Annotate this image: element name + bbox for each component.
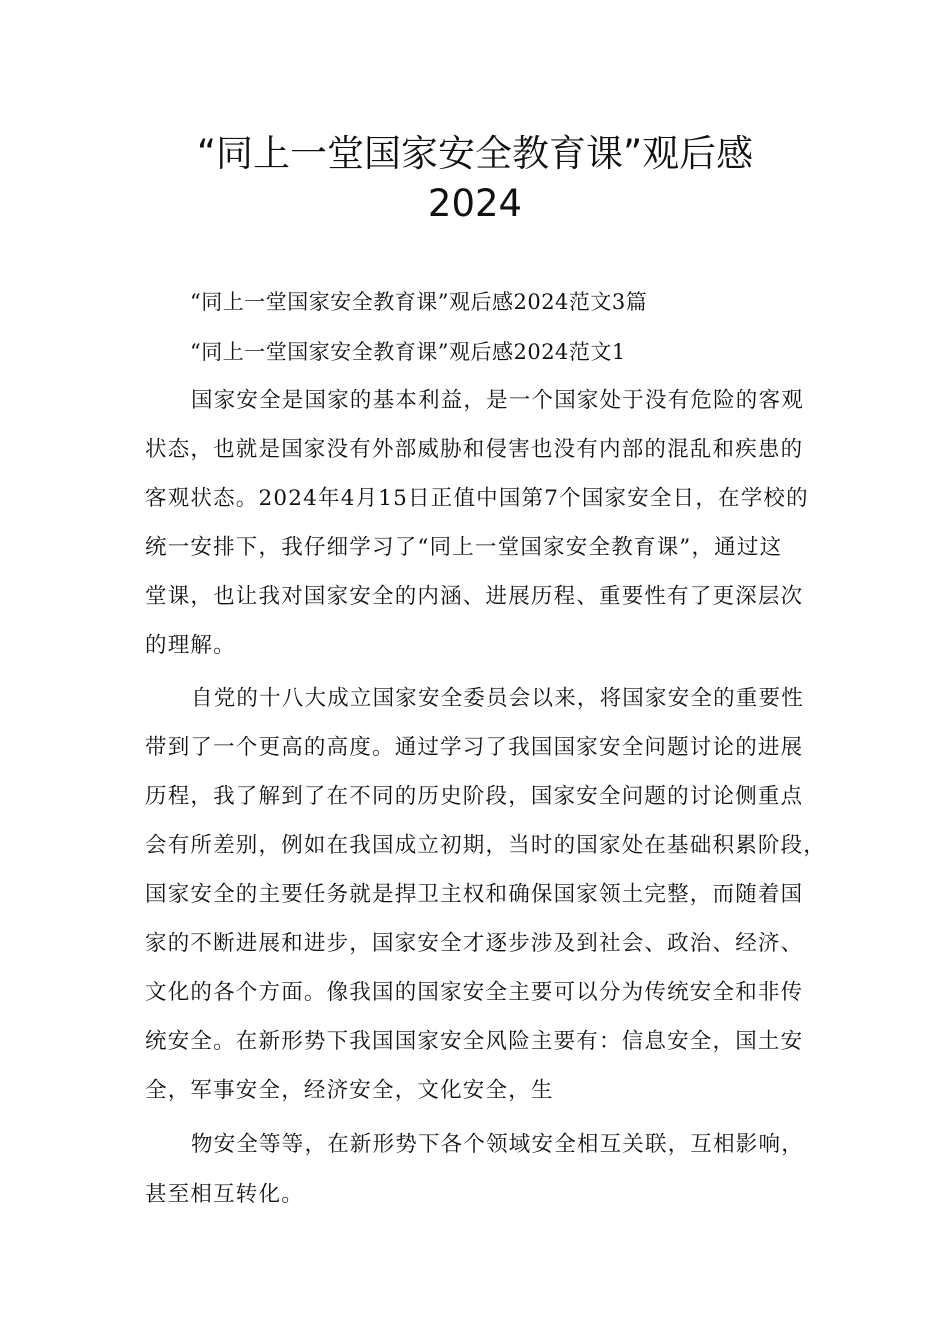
subtitle-collection: “同上一堂国家安全教育课”观后感2024范文3篇	[190, 290, 648, 314]
paragraph-2-line: 国家安全的主要任务就是捍卫主权和确保国家领土完整，而随着国	[145, 882, 804, 907]
paragraph-2-line: 全，军事安全，经济安全，文化安全，生	[145, 1078, 554, 1103]
paragraph-3-line: 甚至相互转化。	[145, 1182, 304, 1207]
paragraph-1-line: 状态，也就是国家没有外部威胁和侵害也没有内部的混乱和疾患的	[145, 437, 804, 462]
paragraph-2-line: 带到了一个更高的高度。通过学习了我国国家安全问题讨论的进展	[145, 735, 804, 760]
document-title-line-1: “同上一堂国家安全教育课”观后感	[196, 132, 754, 175]
paragraph-2-line: 会有所差别，例如在我国成立初期，当时的国家处在基础积累阶段，	[145, 833, 827, 858]
paragraph-2-line: 家的不断进展和进步，国家安全才逐步涉及到社会、政治、经济、	[145, 931, 804, 956]
paragraph-3-line: 物安全等等，在新形势下各个领域安全相互关联，互相影响，	[191, 1132, 804, 1157]
paragraph-2-line: 统安全。在新形势下我国国家安全风险主要有：信息安全，国土安	[145, 1029, 804, 1054]
paragraph-1-line: 客观状态。2024年4月15日正值中国第7个国家安全日，在学校的	[145, 486, 809, 511]
document-title-line-2: 2024	[427, 182, 523, 225]
paragraph-2-line: 自党的十八大成立国家安全委员会以来，将国家安全的重要性	[191, 686, 804, 711]
paragraph-2-line: 历程，我了解到了在不同的历史阶段，国家安全问题的讨论侧重点	[145, 784, 804, 809]
paragraph-1-line: 统一安排下，我仔细学习了“同上一堂国家安全教育课”，通过这	[145, 535, 783, 560]
paragraph-1-line: 堂课，也让我对国家安全的内涵、进展历程、重要性有了更深层次	[145, 584, 804, 609]
paragraph-2-line: 文化的各个方面。像我国的国家安全主要可以分为传统安全和非传	[145, 980, 804, 1005]
paragraph-1-line: 的理解。	[145, 633, 236, 658]
paragraph-1-line: 国家安全是国家的基本利益，是一个国家处于没有危险的客观	[191, 388, 804, 413]
subtitle-essay-1: “同上一堂国家安全教育课”观后感2024范文1	[190, 340, 626, 364]
